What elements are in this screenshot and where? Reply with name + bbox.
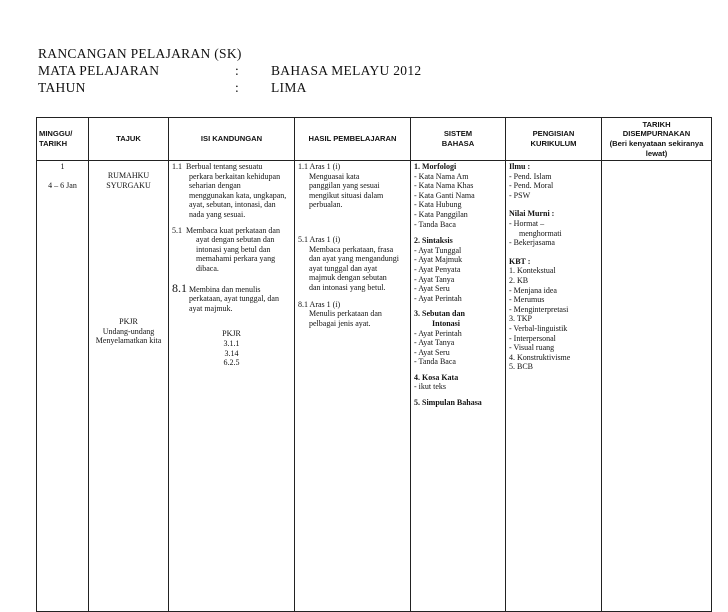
outcome-5-1-line2: dan ayat yang mengandungi bbox=[309, 254, 399, 264]
content-1-1-number: 1.1 bbox=[172, 162, 182, 171]
header-year-colon: : bbox=[235, 80, 240, 95]
curriculum-nilai-1: - Hormat – bbox=[509, 218, 545, 228]
col-tarikh-line1: TARIKH bbox=[642, 119, 671, 129]
header-title: RANCANGAN PELAJARAN (SK) bbox=[38, 46, 242, 61]
outcome-8-1-line1: Menulis perkataan dan bbox=[309, 309, 382, 319]
content-1-1-line1: Berbual tentang sesuatu bbox=[186, 162, 263, 171]
curriculum-ilmu-2: - Pend. Moral bbox=[509, 181, 554, 191]
content-5-1-line5: dibaca. bbox=[196, 263, 219, 273]
content-item-5-1 bbox=[172, 226, 291, 274]
col-header-minggu bbox=[37, 118, 89, 161]
topic-title-2: SYURGAKU bbox=[106, 180, 151, 190]
header-subject-label: MATA PELAJARAN bbox=[38, 63, 160, 78]
outcome-1-1-line2: panggilan yang sesuai bbox=[309, 181, 380, 191]
language-kosakata-1: - ikut teks bbox=[414, 382, 446, 392]
col-tarikh-line4: lewat) bbox=[645, 148, 668, 158]
language-sebutan-head: 3. Sebutan dan bbox=[414, 309, 465, 319]
curriculum-kbt-5: - Menginterpretasi bbox=[509, 304, 569, 314]
header-subject-colon: : bbox=[235, 63, 240, 78]
cell-tajuk bbox=[89, 161, 169, 612]
language-simpulan-head: 5. Simpulan Bahasa bbox=[414, 398, 482, 408]
outcome-8-1 bbox=[298, 300, 407, 329]
table-header-row bbox=[37, 118, 712, 161]
col-header-isi: ISI KANDUNGAN bbox=[169, 118, 295, 161]
outcome-5-1-line3: ayat tunggal dan ayat bbox=[309, 263, 378, 273]
language-kosakata-head: 4. Kosa Kata bbox=[414, 372, 459, 382]
col-header-pengisian bbox=[506, 118, 602, 161]
language-sebutan-3: - Ayat Seru bbox=[414, 347, 450, 357]
col-minggu-line2: TARIKH bbox=[39, 139, 68, 148]
topic-pkjr: PKJR bbox=[119, 317, 138, 327]
header-subject-value: BAHASA MELAYU 2012 bbox=[271, 63, 422, 78]
content-pkjr bbox=[172, 329, 291, 367]
content-5-1-line4: memahami perkara yang bbox=[196, 254, 276, 264]
language-sebutan-1: - Ayat Perintah bbox=[414, 328, 462, 338]
content-1-1-line5: ayat, sebutan, intonasi, dan bbox=[189, 200, 276, 210]
content-pkjr-2: 3.14 bbox=[224, 348, 239, 358]
week-date: 4 – 6 Jan bbox=[48, 180, 77, 190]
content-item-1-1 bbox=[172, 162, 291, 220]
curriculum-ilmu-1: - Pend. Islam bbox=[509, 171, 552, 181]
language-morfologi-1: - Kata Nama Am bbox=[414, 171, 469, 181]
curriculum-kbt-7: - Verbal-linguistik bbox=[509, 323, 568, 333]
header-year-value: LIMA bbox=[271, 80, 307, 95]
col-pengisian-line1: PENGISIAN bbox=[532, 129, 575, 139]
col-pengisian-line2: KURIKULUM bbox=[530, 139, 577, 148]
topic-pkjr-line3: Menyelamatkan kita bbox=[95, 336, 162, 346]
outcome-5-1-line4: majmuk dengan sebutan bbox=[309, 273, 387, 283]
header-year-label: TAHUN bbox=[38, 80, 86, 95]
content-1-1-line4: menggunakan kata, ungkapan, bbox=[189, 190, 287, 200]
col-tarikh-line2: DISEMPURNAKAN bbox=[622, 129, 691, 139]
content-5-1-line2: ayat dengan sebutan dan bbox=[196, 235, 275, 245]
language-morfologi-3: - Kata Ganti Nama bbox=[414, 190, 475, 200]
outcome-1-1-line4: perbualan. bbox=[309, 200, 343, 210]
outcome-5-1 bbox=[298, 235, 407, 293]
content-8-1-line1: Membina dan menulis bbox=[189, 284, 261, 294]
outcome-5-1-head: 5.1 Aras 1 (i) bbox=[298, 234, 341, 244]
cell-pengisian bbox=[506, 161, 602, 612]
language-morfologi-4: - Kata Hubung bbox=[414, 200, 462, 210]
curriculum-kbt-2: 2. KB bbox=[509, 275, 529, 285]
language-sebutan-head-2: Intonasi bbox=[432, 318, 461, 328]
outcome-5-1-line5: dan intonasi yang betul. bbox=[309, 282, 386, 292]
curriculum-kbt-11: 5. BCB bbox=[509, 362, 534, 372]
content-pkjr-1: 3.1.1 bbox=[223, 338, 240, 348]
cell-sistem-bahasa bbox=[411, 161, 506, 612]
outcome-5-1-line1: Membaca perkataan, frasa bbox=[309, 244, 394, 254]
language-morfologi-2: - Kata Nama Khas bbox=[414, 181, 474, 191]
cell-hasil bbox=[295, 161, 411, 612]
outcome-8-1-head: 8.1 Aras 1 (i) bbox=[298, 299, 341, 309]
content-8-1-number: 8.1 bbox=[172, 280, 187, 295]
curriculum-kbt-6: 3. TKP bbox=[509, 314, 532, 324]
outcome-8-1-line2: pelbagai jenis ayat. bbox=[309, 318, 371, 328]
language-morfologi-6: - Tanda Baca bbox=[414, 219, 456, 229]
curriculum-kbt-8: - Interpersonal bbox=[509, 333, 556, 343]
language-sintaksis-6: - Ayat Perintah bbox=[414, 293, 462, 303]
curriculum-kbt-1: 1. Kontekstual bbox=[509, 266, 556, 276]
language-sintaksis-4: - Ayat Tanya bbox=[414, 274, 455, 284]
outcome-1-1-line3: mengikut situasi dalam bbox=[309, 190, 384, 200]
content-1-1-line6: nada yang sesuai. bbox=[189, 209, 246, 219]
content-1-1-line3: seharian dengan bbox=[189, 181, 241, 191]
col-minggu-line1: MINGGU/ bbox=[39, 129, 73, 139]
language-sintaksis-1: - Ayat Tunggal bbox=[414, 245, 462, 255]
content-5-1-line1: Membaca kuat perkataan dan bbox=[186, 225, 280, 235]
table-row bbox=[37, 161, 712, 612]
col-header-tarikh bbox=[602, 118, 712, 161]
content-pkjr-3: 6.2.5 bbox=[223, 358, 240, 368]
content-5-1-number: 5.1 bbox=[172, 225, 182, 235]
content-1-1-line2: perkara berkaitan kehidupan bbox=[189, 171, 281, 181]
curriculum-kbt-head: KBT : bbox=[509, 256, 531, 266]
outcome-1-1-line1: Menguasai kata bbox=[309, 171, 360, 181]
curriculum-kbt-3: - Menjana idea bbox=[509, 285, 557, 295]
col-header-tajuk: TAJUK bbox=[89, 118, 169, 161]
language-morfologi-head: 1. Morfologi bbox=[414, 162, 457, 171]
col-sistem-line1: SISTEM bbox=[443, 129, 473, 139]
col-tarikh-line3: (Beri kenyataan sekiranya bbox=[609, 139, 704, 148]
curriculum-ilmu-3: - PSW bbox=[509, 190, 531, 200]
curriculum-kbt-4: - Merumus bbox=[509, 295, 545, 305]
curriculum-nilai-head: Nilai Murni : bbox=[509, 209, 555, 219]
topic-title-1: RUMAHKU bbox=[107, 171, 150, 180]
week-number: 1 bbox=[60, 162, 65, 171]
content-8-1-line3: ayat majmuk. bbox=[189, 303, 233, 313]
content-8-1-line2: perkataan, ayat tunggal, dan bbox=[189, 294, 279, 304]
language-sebutan-4: - Tanda Baca bbox=[414, 357, 456, 367]
language-morfologi-5: - Kata Panggilan bbox=[414, 209, 468, 219]
curriculum-kbt-10: 4. Konstruktivisme bbox=[509, 352, 571, 362]
content-pkjr-title: PKJR bbox=[222, 329, 241, 339]
language-sintaksis-2: - Ayat Majmuk bbox=[414, 255, 463, 265]
language-sintaksis-3: - Ayat Penyata bbox=[414, 264, 461, 274]
curriculum-ilmu-head: Ilmu : bbox=[509, 162, 531, 171]
col-sistem-line2: BAHASA bbox=[441, 139, 475, 148]
outcome-1-1 bbox=[298, 162, 407, 210]
curriculum-kbt-9: - Visual ruang bbox=[509, 343, 555, 353]
lesson-plan-table bbox=[36, 117, 712, 612]
cell-isi bbox=[169, 161, 295, 612]
outcome-1-1-head: 1.1 Aras 1 (i) bbox=[298, 162, 341, 171]
cell-tarikh-disempurnakan bbox=[602, 161, 712, 612]
curriculum-nilai-2: menghormati bbox=[519, 228, 562, 238]
language-sintaksis-head: 2. Sintaksis bbox=[414, 236, 453, 246]
language-sintaksis-5: - Ayat Seru bbox=[414, 284, 450, 294]
content-item-8-1 bbox=[172, 280, 291, 314]
content-5-1-line3: intonasi yang betul dan bbox=[196, 244, 271, 254]
language-sebutan-2: - Ayat Tanya bbox=[414, 338, 455, 348]
curriculum-nilai-3: - Bekerjasama bbox=[509, 238, 555, 248]
topic-pkjr-line2: Undang-undang bbox=[102, 326, 155, 336]
col-header-hasil: HASIL PEMBELAJARAN bbox=[295, 118, 411, 161]
col-header-sistem bbox=[411, 118, 506, 161]
cell-minggu bbox=[37, 161, 89, 612]
